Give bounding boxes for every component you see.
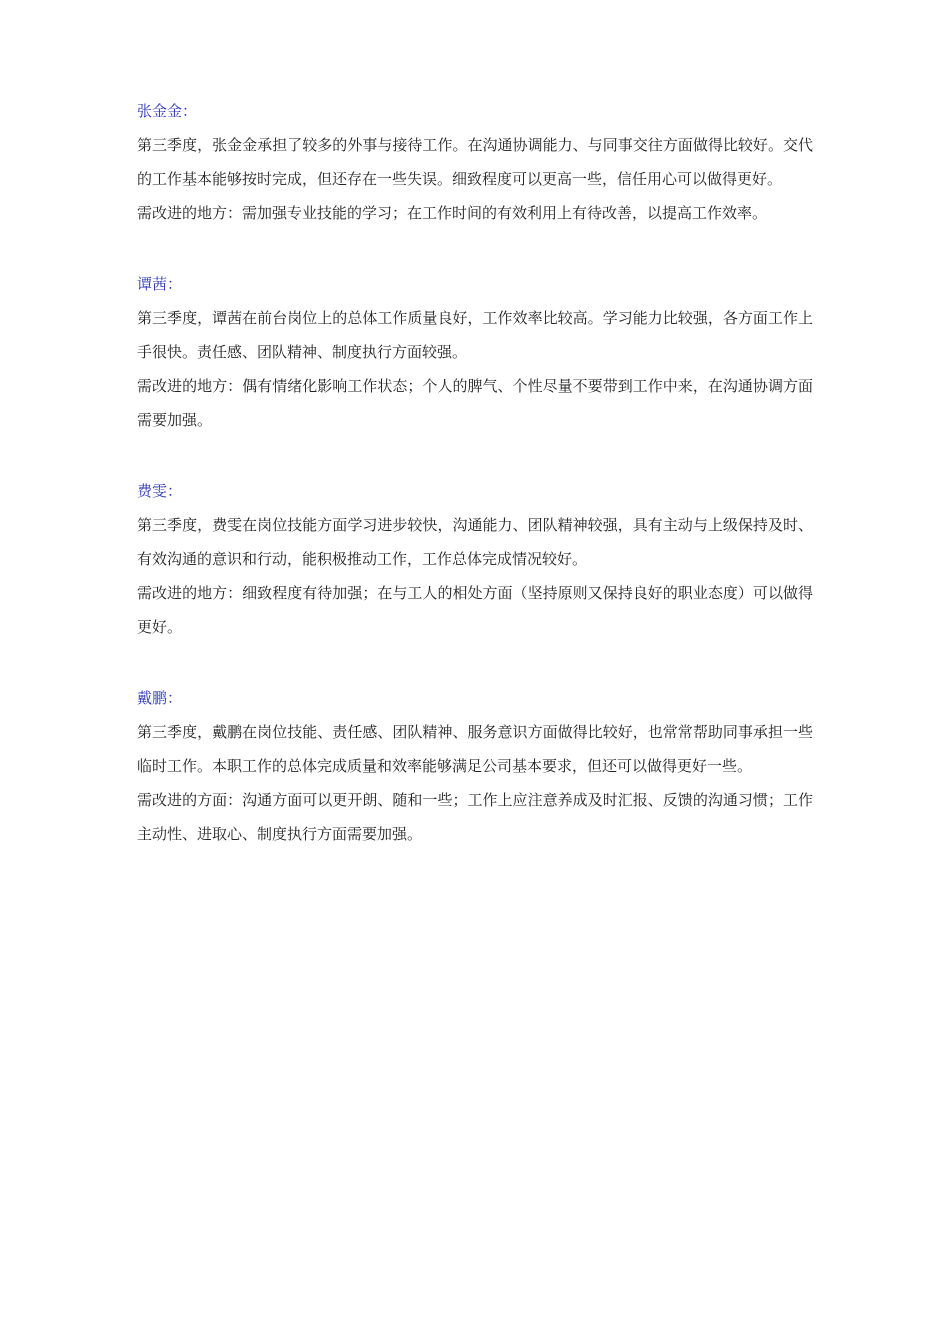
- improvement-note: 需改进的地方：细致程度有待加强；在与工人的相处方面（坚持原则又保持良好的职业态度）可以做得更好。: [137, 584, 813, 636]
- evaluation-section-2: [137, 267, 813, 437]
- employee-name: 戴鹏：: [137, 689, 183, 707]
- evaluation-summary: 第三季度，费雯在岗位技能方面学习进步较快，沟通能力、团队精神较强，具有主动与上级保持及时、有效沟通的意识和行动，能积极推动工作，工作总体完成情况较好。: [137, 516, 813, 568]
- evaluation-section-1: [137, 94, 813, 230]
- improvement-note: 需改进的地方：需加强专业技能的学习；在工作时间的有效利用上有待改善，以提高工作效率。: [137, 204, 768, 222]
- employee-name: 谭茜：: [137, 275, 183, 293]
- evaluation-section-3: [137, 474, 813, 644]
- improvement-note: 需改进的方面：沟通方面可以更开朗、随和一些；工作上应注意养成及时汇报、反馈的沟通习惯；工作主动性、进取心、制度执行方面需要加强。: [137, 791, 813, 843]
- improvement-note: 需改进的地方：偶有情绪化影响工作状态；个人的脾气、个性尽量不要带到工作中来，在沟通协调方面需要加强。: [137, 377, 813, 429]
- evaluation-section-4: [137, 681, 813, 851]
- employee-name: 张金金：: [137, 102, 198, 120]
- evaluation-summary: 第三季度，谭茜在前台岗位上的总体工作质量良好，工作效率比较高。学习能力比较强，各方面工作上手很快。责任感、团队精神、制度执行方面较强。: [137, 309, 813, 361]
- evaluation-summary: 第三季度，戴鹏在岗位技能、责任感、团队精神、服务意识方面做得比较好，也常常帮助同事承担一些临时工作。本职工作的总体完成质量和效率能够满足公司基本要求，但还可以做得更好一些。: [137, 723, 813, 775]
- evaluation-summary: 第三季度，张金金承担了较多的外事与接待工作。在沟通协调能力、与同事交往方面做得比较好。交代的工作基本能够按时完成，但还存在一些失误。细致程度可以更高一些，信任用心可以做得更好。: [137, 136, 813, 188]
- document-page: [137, 94, 813, 888]
- employee-name: 费雯：: [137, 482, 183, 500]
